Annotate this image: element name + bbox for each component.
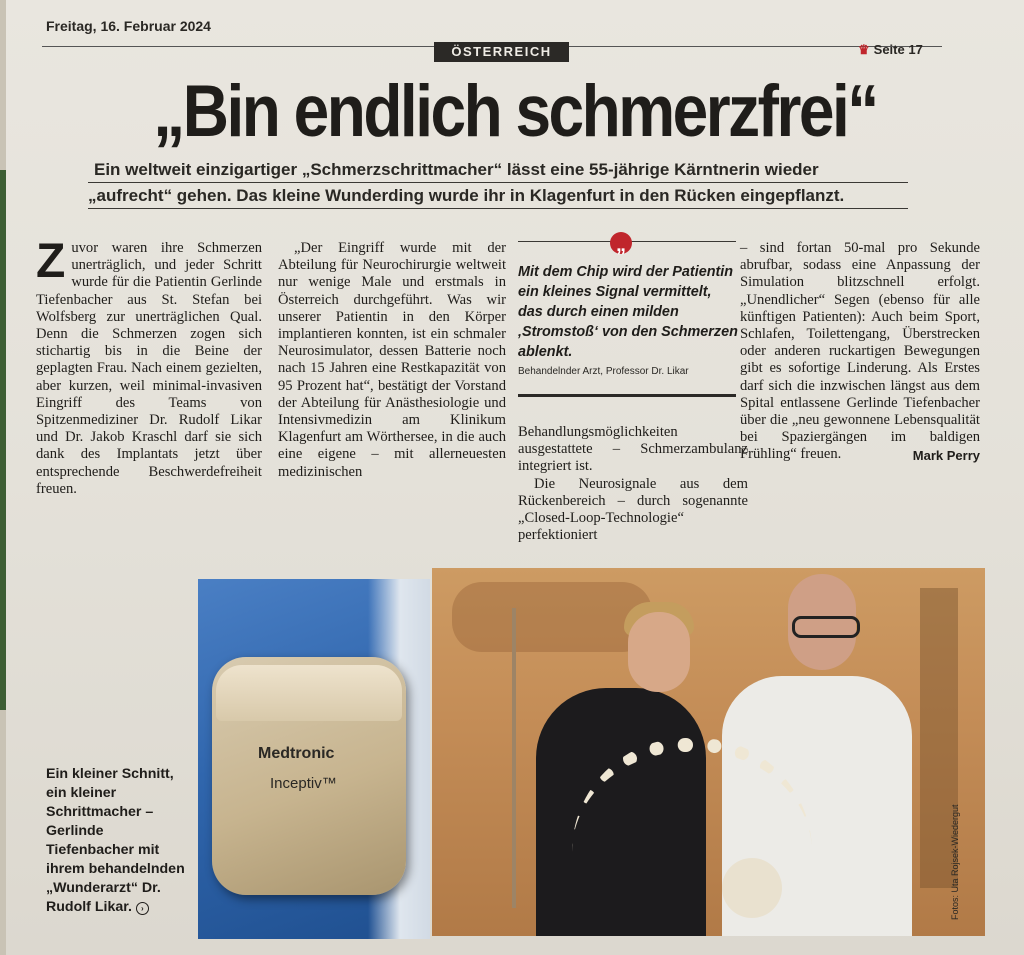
article-text-col2: „Der Eingriff wurde mit der Abteilung für Neurochirurgie weltweit nur wenige Male und erstmals in Österreich durchgeführt. Was wir unserer Patientin in den Körper implantieren konnten, ist ein schmaler Neurosimulator, dessen Batterie noch nach 15 Jahren eine Restkapazität von 95 Prozent hat“, bestätigt der Vorstand der Abteilung für Anästhesiologie und Intensivmedizin am Klinikum Klagenfurt am Wörthersee, in die auch eine eigene – mit allerneuesten medizinischen: [278, 240, 506, 480]
author-signature: Mark Perry: [912, 447, 980, 463]
article-text-col4: – sind fortan 50-mal pro Sekunde abrufbar, sodass eine Anpassung der Simulation blitzschnell erfolgt. „Unendlicher“ Segen (ebenso für alle künftigen Patienten): Auch beim Sport, Schlafen, Toilettengang, Überstrecken oder anderen ruckartigen Bewegungen gibt es sofortige Linderung. Als Erstes darf sich die inzwischen längst aus dem Spital entlassene Gerlinde Tiefenbacher über die „neu gewonnene Lebensqualität bei Spaziergängen im baldigen Frühling“ freuen.: [740, 240, 980, 463]
page-number-label: Seite 17: [873, 42, 923, 57]
doctor-patient-photo: [432, 568, 985, 936]
device-model-label: Inceptiv™: [270, 775, 337, 792]
quote-icon: „: [610, 232, 632, 254]
patient-head: [628, 612, 690, 692]
doctor-glasses: [792, 616, 860, 638]
photo-caption: [46, 765, 186, 917]
pullquote-bottom-rule: [518, 394, 736, 397]
subheadline-line-1: Ein weltweit einzigartiger „Schmerzschrittmacher“ lässt eine 55-jährige Kärntnerin wieder: [88, 157, 908, 183]
skull-model: [722, 858, 782, 918]
article-text-col3-p2: Die Neurosignale aus dem Rückenbereich – durch sogenannte „Closed-Loop-Technologie“ perfektioniert: [518, 475, 748, 544]
section-label: ÖSTERREICH: [434, 42, 569, 62]
article-column-4: [740, 240, 980, 464]
device-brand-label: Medtronic: [258, 745, 335, 762]
article-column-1: [36, 235, 262, 498]
article-text-col3-p1: Behandlungsmöglichkeiten ausgestattete – Schmerzambulanz integriert ist.: [518, 424, 748, 475]
article-column-2: [278, 240, 506, 481]
drop-cap: Z: [36, 235, 66, 288]
pullquote-text: Mit dem Chip wird der Patientin ein kleines Signal vermittelt, das durch einen milden ‚Stromstoß‘ von den Schmerzen ablenkt.: [518, 264, 738, 360]
article-column-3: [518, 424, 748, 544]
pullquote-source: Behandelnder Arzt, Professor Dr. Likar: [518, 366, 689, 377]
subheadline-line-2: „aufrecht“ gehen. Das kleine Wunderding wurde ihr in Klagenfurt in den Rücken eingepflanzt.: [88, 183, 908, 209]
iv-pole: [512, 608, 516, 908]
photo-caption-text: Ein kleiner Schnitt, ein kleiner Schrittmacher – Gerlinde Tiefenbacher mit ihrem behandelnden „Wunderarzt“ Dr. Rudolf Likar.: [46, 766, 185, 915]
issue-date: Freitag, 16. Februar 2024: [46, 18, 211, 34]
crown-icon: ♛: [858, 42, 870, 57]
device-photo: [198, 579, 430, 939]
pacemaker-header: [216, 665, 402, 721]
wall-painting: [452, 582, 652, 652]
photo-credit: Fotos: Uta Rojsek-Wiedergut: [950, 804, 960, 920]
newspaper-page: [6, 0, 1024, 955]
headline: „Bin endlich schmerzfrei“: [153, 69, 877, 152]
arrow-circle-icon: ›: [136, 902, 149, 915]
article-text-col1: uvor waren ihre Schmerzen unerträglich, und jeder Schritt wurde für die Patientin Gerlinde Tiefenbacher aus St. Stefan bei Wolfsberg zur unerträglichen Qual. Denn die Schmerzen zogen sich stichartig bis in die Beine der geplagten Frau. Nach einem gezielten, aber kurzen, weil minimal-invasiven Eingriff des Teams von Spitzenmediziner Dr. Rudolf Likar und Dr. Jakob Kraschl darf sie sich dank des Implantats jetzt über entsprechende Beschwerdefreiheit freuen.: [36, 240, 262, 497]
subheadline: [88, 157, 908, 209]
page-number: [858, 42, 923, 58]
